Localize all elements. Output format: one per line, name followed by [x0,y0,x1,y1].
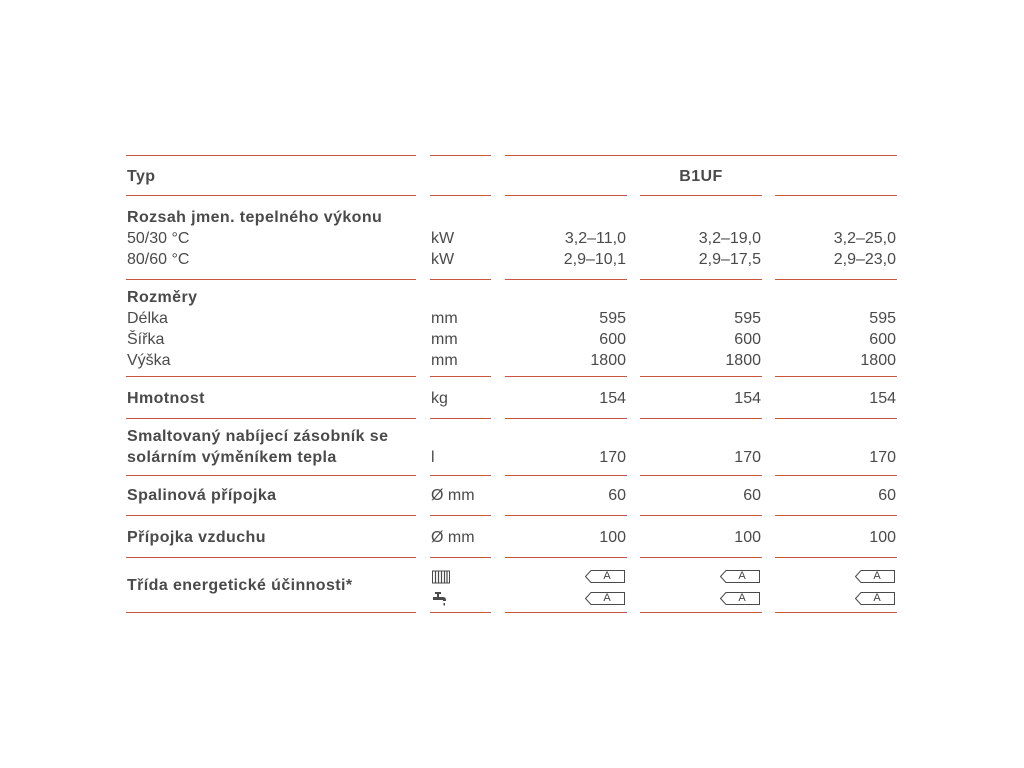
dimension-value: 595 [869,310,896,327]
dimension-unit: mm [431,331,458,348]
type-header-label: Typ [127,168,156,185]
flue-value: 60 [878,487,896,504]
dimension-value: 1800 [860,352,896,369]
dimension-value: 595 [599,310,626,327]
weight-value: 154 [734,390,761,407]
power-value: 3,2–19,0 [698,230,761,247]
dimension-value: 600 [599,331,626,348]
dimension-value: 600 [869,331,896,348]
weight-unit: kg [431,390,448,407]
dimension-value: 1800 [725,352,761,369]
storage-title-line1: Smaltovaný nabíjecí zásobník se [127,428,389,445]
power-sub-label: 80/60 °C [127,251,190,268]
energy-class-label: A [873,592,881,604]
flue-unit: Ø mm [431,487,475,504]
dimension-label: Šířka [127,331,165,348]
dimension-value: 600 [734,331,761,348]
energy-class-badge [855,592,895,605]
power-sub-unit: kW [431,230,455,247]
storage-value: 170 [869,449,896,466]
model-header: B1UF [679,168,723,185]
weight-value: 154 [599,390,626,407]
energy-class-badge [720,570,760,583]
power-sub-unit: kW [431,251,455,268]
power-sub-label: 50/30 °C [127,230,190,247]
air-value: 100 [734,529,761,546]
power-value: 3,2–25,0 [833,230,896,247]
air-value: 100 [869,529,896,546]
power-value: 2,9–23,0 [833,251,896,268]
energy-class-label: A [738,570,746,582]
dimension-value: 1800 [590,352,626,369]
energy-title: Třída energetické účinnosti* [127,577,353,594]
storage-value: 170 [734,449,761,466]
weight-value: 154 [869,390,896,407]
power-title: Rozsah jmen. tepelného výkonu [127,209,383,226]
radiator-icon [432,570,450,589]
power-value: 3,2–11,0 [564,230,626,247]
storage-unit: l [431,449,435,466]
storage-title-line2: solárním výměníkem tepla [127,449,337,466]
dimension-label: Délka [127,310,168,327]
power-value: 2,9–10,1 [563,251,626,268]
power-value: 2,9–17,5 [698,251,761,268]
flue-title: Spalinová přípojka [127,487,277,504]
energy-class-badge [585,570,625,583]
dimension-value: 595 [734,310,761,327]
dimension-label: Výška [127,352,171,369]
faucet-icon [432,592,448,611]
energy-class-badge [720,592,760,605]
weight-title: Hmotnost [127,390,205,407]
flue-value: 60 [608,487,626,504]
dimension-unit: mm [431,352,458,369]
energy-class-label: A [603,592,611,604]
storage-value: 170 [599,449,626,466]
energy-class-label: A [603,570,611,582]
air-value: 100 [599,529,626,546]
dimensions-title: Rozměry [127,289,198,306]
energy-class-badge [585,592,625,605]
flue-value: 60 [743,487,761,504]
air-title: Přípojka vzduchu [127,529,266,546]
air-unit: Ø mm [431,529,475,546]
energy-class-label: A [738,592,746,604]
energy-class-label: A [873,570,881,582]
dimension-unit: mm [431,310,458,327]
energy-class-badge [855,570,895,583]
